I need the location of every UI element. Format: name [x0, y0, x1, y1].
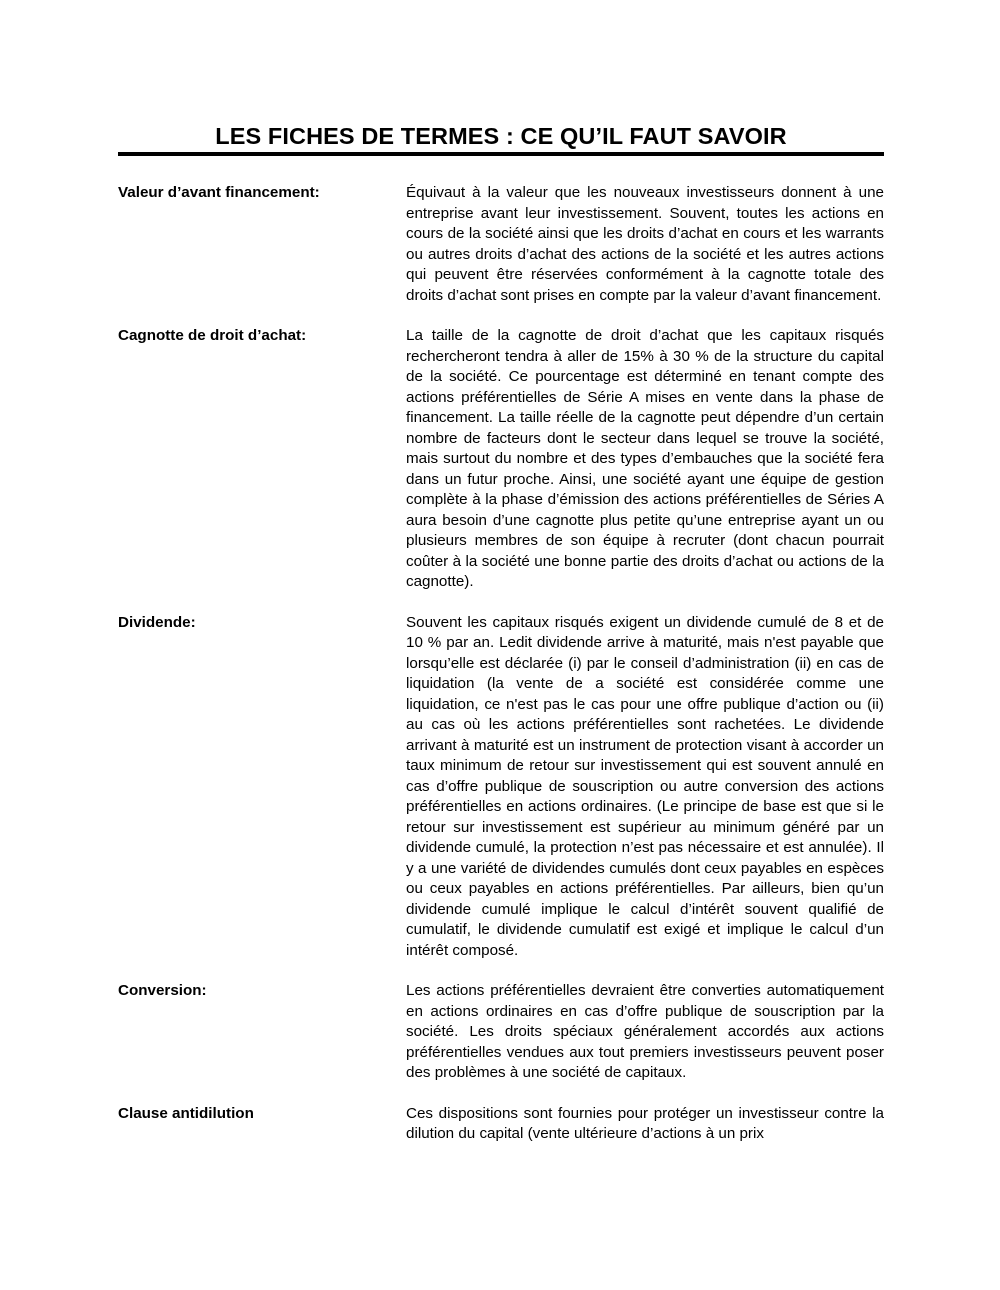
page-title: LES FICHES DE TERMES : CE QU’IL FAUT SAVOIR [215, 122, 787, 149]
glossary-entry [0, 326, 1000, 593]
title-divider [118, 152, 884, 156]
glossary-definition [406, 613, 884, 962]
entry-spacer [0, 961, 1000, 981]
definition-text: La taille de la cagnotte de droit d’achat que les capitaux risqués rechercheront tendra à aller de 15% à 30 % de la structure du capital de la société. Ce pourcentage est déterminé en tenant compte des actions préférentielles de Série A mises en vente dans la phase de financement. La taille réelle de la cagnotte peut dépendre d’un certain nombre de facteurs dont le secteur dans lequel se trouve la société, mais surtout du nombre et des types d’embauches que la société fera dans un futur proche. Ainsi, une société ayant une équipe de gestion complète à la phase d’émission des actions préférentielles de Séries A aura besoin d’une cagnotte plus petite qu’une entreprise ayant un ou plusieurs membres de son équipe à recruter (dont chacun pourrait coûter à la société une bonne partie des droits d’achat ou actions de la cagnotte). [406, 327, 884, 590]
definition-text: Équivaut à la valeur que les nouveaux investisseurs donnent à une entreprise avant leur investissement. Souvent, toutes les actions en cours de la société ainsi que les droits d’achat en cours et les warrants ou autres droits d’achat des actions de la société et les autres actions qui peuvent être réservées conformément à la cagnotte totale des droits d’achat sont prises en compte par la valeur d’avant financement. [406, 184, 884, 304]
definition-text: Souvent les capitaux risqués exigent un dividende cumulé de 8 et de 10 % par an. Ledit dividende arrive à maturité, mais n'est payable que lorsqu’elle est déclarée (i) par le conseil d’administration (ii) en cas de liquidation (la vente de a société est considérée comme une liquidation, ce n'est pas le cas pour une offre publique d’action ou (ii) au cas où les actions préférentielles sont rachetées. Le dividende arrivant à maturité est un instrument de protection visant à accorder un taux minimum de retour sur investissement qui est souvent annulé en cas d’offre publique de souscription ou autre conversion des actions préférentielles en actions ordinaires. (Le principe de base est que si le retour sur investissement est supérieur au minimum généré par un dividende cumulé, la protection n’est pas nécessaire et est annulée). Il y a une variété de dividendes cumulés dont ceux payables en espèces ou ceux payables en actions préférentielles. Par ailleurs, bien qu’un dividende cumulé implique le calcul d’intérêt souvent qualifié de cumulatif, le dividende cumulatif est exigé et implique le calcul d’un intérêt composé. [406, 613, 884, 959]
definition-text: Ces dispositions sont fournies pour protéger un investisseur contre la dilution du capital (vente ultérieure d’actions à un prix [406, 1104, 884, 1142]
entry-spacer [0, 1084, 1000, 1104]
entry-spacer [0, 593, 1000, 613]
glossary-term-label: Cagnotte de droit d’achat: [118, 327, 307, 344]
glossary-entry-list [0, 183, 1000, 1145]
glossary-definition [406, 981, 884, 1084]
glossary-term-label: Valeur d’avant financement: [118, 184, 320, 201]
glossary-term-label: Dividende: [118, 613, 196, 631]
entry-spacer [0, 306, 1000, 326]
glossary-entry [0, 613, 1000, 962]
glossary-definition [406, 183, 884, 306]
glossary-term-label: Conversion: [118, 982, 207, 999]
glossary-definition [406, 1104, 884, 1145]
glossary-term-label: Clause antidilution [118, 1104, 254, 1122]
glossary-entry [0, 183, 1000, 306]
glossary-definition [406, 326, 884, 593]
definition-text: Les actions préférentielles devraient être converties automatiquement en actions ordinaires en cas d’offre publique de souscription par la société. Les droits spéciaux généralement accordés aux actions préférentielles vendues aux tout premiers investisseurs peuvent poser des problèmes à une société de capitaux. [406, 982, 884, 1081]
glossary-entry [0, 981, 1000, 1084]
glossary-entry [0, 1104, 1000, 1145]
